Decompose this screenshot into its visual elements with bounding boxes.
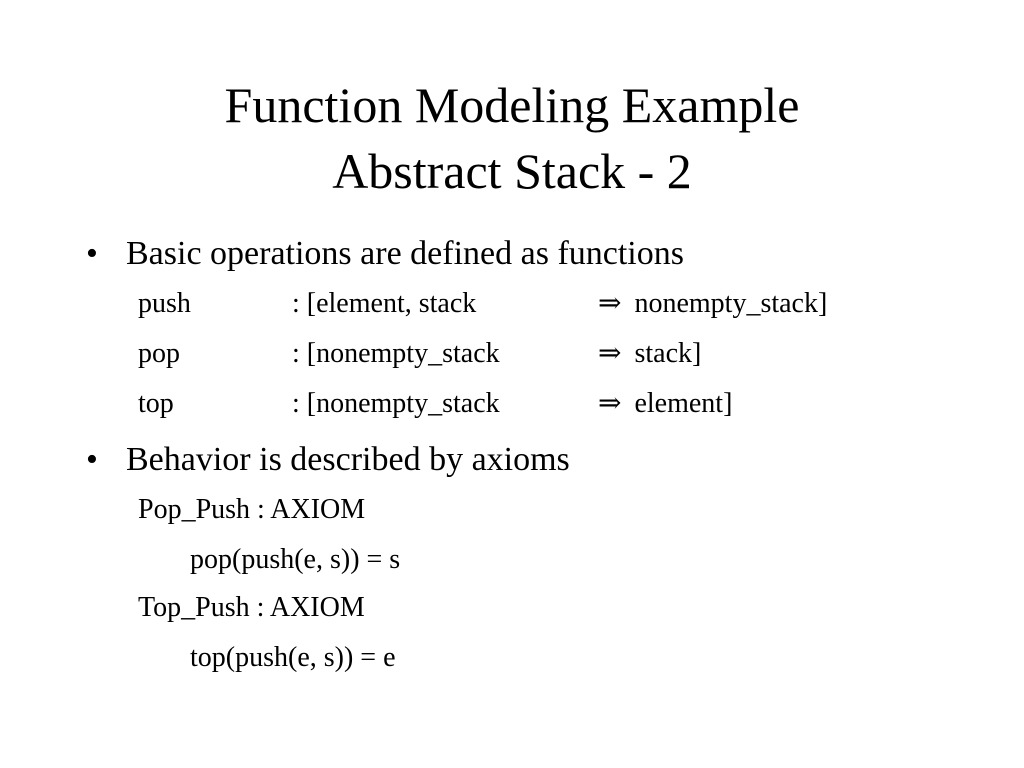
axiom-name-top-push: Top_Push : AXIOM xyxy=(138,592,365,623)
bullet-dot-icon: • xyxy=(86,441,98,478)
bullet-dot-icon: • xyxy=(86,235,98,272)
function-range xyxy=(598,338,701,370)
bullet-behavior-axioms xyxy=(86,440,570,480)
implies-arrow-icon: ⇒ xyxy=(598,388,622,419)
bullet-basic-operations xyxy=(86,234,684,274)
function-domain: : [element, stack xyxy=(292,288,477,319)
function-name: top xyxy=(138,388,174,419)
function-domain: : [nonempty_stack xyxy=(292,388,500,419)
function-range xyxy=(598,288,827,320)
axiom-formula-top-push: top(push(e, s)) = e xyxy=(190,642,396,673)
title-line-1: Function Modeling Example xyxy=(224,77,800,133)
function-domain: : [nonempty_stack xyxy=(292,338,500,369)
function-name: pop xyxy=(138,338,180,369)
axiom-name-pop-push: Pop_Push : AXIOM xyxy=(138,494,366,525)
implies-arrow-icon: ⇒ xyxy=(598,338,622,369)
range-text: element] xyxy=(634,388,733,419)
bullet-text: Basic operations are defined as functions xyxy=(126,235,684,272)
bullet-text: Behavior is described by axioms xyxy=(126,441,570,478)
implies-arrow-icon: ⇒ xyxy=(598,288,622,319)
function-name: push xyxy=(138,288,191,319)
title-line-2: Abstract Stack - 2 xyxy=(332,143,692,199)
slide-title xyxy=(0,72,1024,204)
axiom-formula-pop-push: pop(push(e, s)) = s xyxy=(190,544,401,575)
function-range xyxy=(598,388,732,420)
range-text: stack] xyxy=(634,338,702,369)
range-text: nonempty_stack] xyxy=(634,288,828,319)
